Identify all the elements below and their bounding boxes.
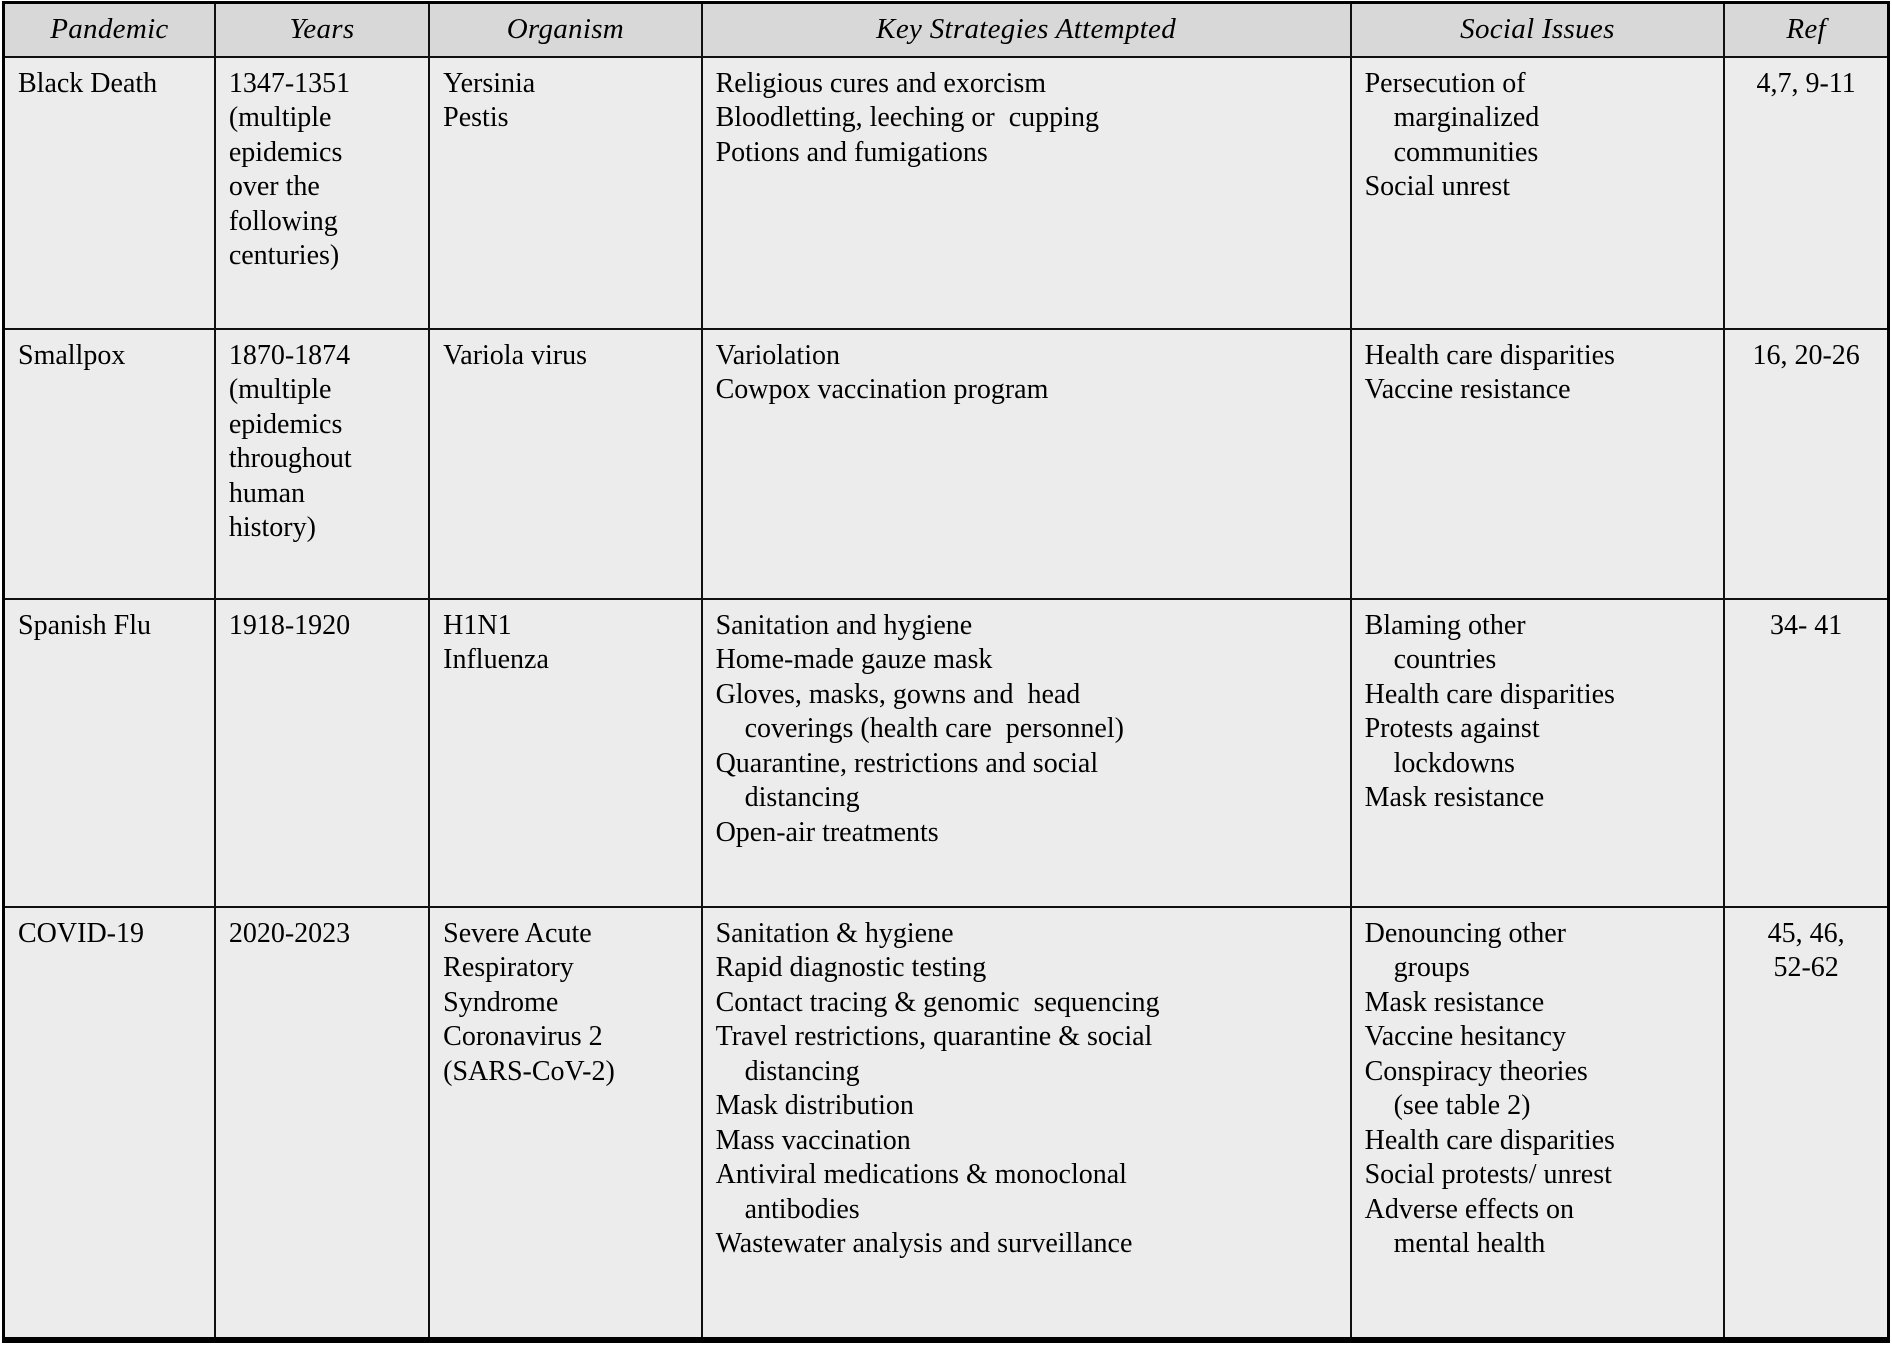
- cell-pandemic: [4, 599, 215, 907]
- cell-line: Protests against: [1364, 713, 1540, 744]
- cell-line: (multiple: [228, 102, 332, 133]
- cell-line: Antiviral medications & monoclonal: [715, 1159, 1127, 1190]
- cell-line: Severe Acute: [443, 917, 592, 949]
- column-header-ref: Ref: [1724, 3, 1888, 57]
- cell-line: Rapid diagnostic testing: [715, 952, 987, 983]
- cell-line: Spanish Flu: [18, 609, 152, 641]
- column-header-social: Social Issues: [1351, 3, 1725, 57]
- cell-line: Mask resistance: [1364, 782, 1545, 813]
- table-row: [4, 57, 1889, 329]
- cell-line: antibodies: [744, 1193, 860, 1225]
- cell-line: Yersinia: [443, 67, 536, 99]
- cell-years: [215, 329, 429, 599]
- cell-line: Mask resistance: [1364, 986, 1545, 1018]
- cell-line: Denouncing other: [1364, 917, 1566, 949]
- cell-line: epidemics: [228, 408, 343, 440]
- cell-line: 1870-1874: [228, 339, 351, 371]
- cell-organism: [429, 57, 701, 329]
- cell-line: Quarantine, restrictions and social: [715, 747, 1099, 779]
- cell-line: Home-made gauze mask: [715, 644, 993, 675]
- cell-years: [215, 57, 429, 329]
- table-header: [4, 3, 1889, 57]
- cell-line: H1N1: [443, 609, 512, 641]
- cell-social: [1351, 599, 1725, 907]
- cell-line: Variolation: [715, 339, 840, 371]
- cell-strategies: [702, 329, 1351, 599]
- cell-line: Social protests/ unrest: [1364, 1159, 1612, 1190]
- cell-line: 34- 41: [1769, 609, 1843, 641]
- cell-social: [1351, 329, 1725, 599]
- cell-line: Health care disparities: [1364, 1124, 1615, 1156]
- cell-line: (multiple: [228, 374, 332, 405]
- cell-years: [215, 599, 429, 907]
- cell-line: Respiratory: [443, 952, 574, 983]
- header-row: [4, 3, 1889, 57]
- cell-line: over the: [228, 171, 320, 202]
- cell-line: centuries): [228, 240, 340, 271]
- table-body: [4, 57, 1889, 1340]
- cell-pandemic: [4, 57, 215, 329]
- cell-line: Religious cures and exorcism: [715, 67, 1047, 99]
- cell-organism: [429, 907, 701, 1340]
- cell-line: 2020-2023: [228, 917, 351, 949]
- cell-line: history): [228, 512, 316, 543]
- cell-line: 4,7, 9-11: [1756, 67, 1856, 99]
- cell-pandemic: [4, 329, 215, 599]
- cell-line: COVID-19: [18, 917, 144, 949]
- cell-line: Vaccine hesitancy: [1364, 1021, 1566, 1052]
- table-row: [4, 599, 1889, 907]
- cell-line: Persecution of: [1364, 67, 1526, 99]
- cell-line: human: [228, 477, 306, 509]
- cell-line: Coronavirus 2: [443, 1021, 603, 1052]
- cell-line: Potions and fumigations: [715, 136, 988, 168]
- pandemics-table: [2, 1, 1890, 1343]
- cell-line: coverings (health care personnel): [744, 713, 1124, 744]
- column-header-years: Years: [215, 3, 429, 57]
- cell-line: distancing: [744, 782, 860, 813]
- cell-line: distancing: [744, 1055, 860, 1087]
- cell-line: Influenza: [443, 644, 549, 675]
- cell-line: 45, 46,: [1767, 917, 1845, 949]
- cell-line: lockdowns: [1393, 747, 1515, 779]
- cell-social: [1351, 57, 1725, 329]
- cell-line: following: [228, 205, 338, 237]
- cell-line: Black Death: [18, 67, 158, 99]
- cell-line: Pestis: [443, 102, 509, 133]
- cell-line: communities: [1393, 136, 1539, 168]
- cell-line: marginalized: [1393, 102, 1540, 133]
- cell-strategies: [702, 907, 1351, 1340]
- cell-line: Health care disparities: [1364, 678, 1615, 710]
- cell-pandemic: [4, 907, 215, 1340]
- cell-ref: [1724, 907, 1888, 1340]
- cell-line: 1918-1920: [228, 609, 351, 641]
- cell-ref: [1724, 57, 1888, 329]
- cell-line: mental health: [1393, 1228, 1546, 1259]
- cell-organism: [429, 329, 701, 599]
- cell-line: Adverse effects on: [1364, 1193, 1575, 1225]
- cell-strategies: [702, 599, 1351, 907]
- cell-line: throughout: [228, 443, 352, 474]
- cell-line: Gloves, masks, gowns and head: [715, 678, 1081, 710]
- cell-line: Mass vaccination: [715, 1124, 911, 1156]
- cell-line: (see table 2): [1393, 1090, 1531, 1121]
- cell-line: Travel restrictions, quarantine & social: [715, 1021, 1153, 1052]
- cell-line: groups: [1393, 952, 1470, 983]
- cell-line: 16, 20-26: [1752, 339, 1860, 371]
- cell-line: Sanitation and hygiene: [715, 609, 973, 641]
- cell-years: [215, 907, 429, 1340]
- cell-line: 1347-1351: [228, 67, 351, 99]
- cell-line: countries: [1393, 644, 1497, 675]
- cell-line: Open-air treatments: [715, 816, 939, 848]
- cell-line: Contact tracing & genomic sequencing: [715, 986, 1160, 1018]
- cell-line: Health care disparities: [1364, 339, 1615, 371]
- cell-social: [1351, 907, 1725, 1340]
- cell-line: Variola virus: [443, 339, 588, 371]
- cell-ref: [1724, 599, 1888, 907]
- column-header-strategies: Key Strategies Attempted: [702, 3, 1351, 57]
- cell-line: Cowpox vaccination program: [715, 374, 1049, 405]
- cell-line: Bloodletting, leeching or cupping: [715, 102, 1099, 133]
- column-header-organism: Organism: [429, 3, 701, 57]
- cell-line: Blaming other: [1364, 609, 1526, 641]
- cell-line: 52-62: [1773, 952, 1839, 983]
- cell-line: Wastewater analysis and surveillance: [715, 1228, 1133, 1259]
- cell-line: Social unrest: [1364, 171, 1511, 202]
- cell-line: Vaccine resistance: [1364, 374, 1571, 405]
- cell-line: Smallpox: [18, 339, 126, 371]
- table-row: [4, 907, 1889, 1340]
- cell-strategies: [702, 57, 1351, 329]
- cell-line: Sanitation & hygiene: [715, 917, 954, 949]
- table-row: [4, 329, 1889, 599]
- cell-line: (SARS-CoV-2): [443, 1055, 615, 1087]
- cell-line: Conspiracy theories: [1364, 1055, 1588, 1087]
- cell-line: Syndrome: [443, 986, 559, 1018]
- cell-organism: [429, 599, 701, 907]
- cell-line: epidemics: [228, 136, 343, 168]
- cell-line: Mask distribution: [715, 1090, 914, 1121]
- column-header-pandemic: Pandemic: [4, 3, 215, 57]
- cell-ref: [1724, 329, 1888, 599]
